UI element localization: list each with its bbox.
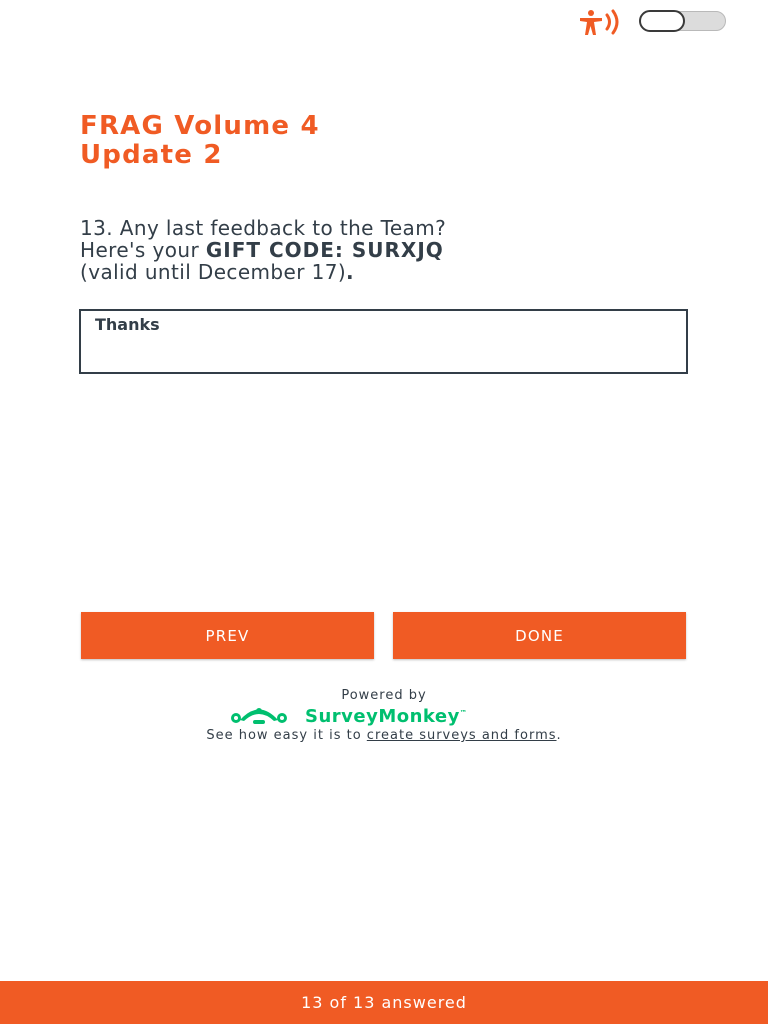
- logo-trademark: ™: [459, 708, 468, 717]
- see-how-text: [0, 728, 768, 743]
- surveymonkey-monkey-icon: [229, 705, 289, 727]
- see-how-suffix: .: [556, 728, 562, 743]
- toggle-knob: [639, 10, 685, 32]
- question-validity: (valid until December 17): [80, 260, 347, 284]
- surveymonkey-logo[interactable]: [229, 703, 467, 729]
- question-text: [80, 217, 700, 283]
- progress-text: 13 of 13 answered: [301, 993, 467, 1012]
- question-body: Any last feedback to the Team?: [119, 216, 447, 240]
- see-how-prefix: See how easy it is to: [206, 728, 362, 743]
- create-surveys-link[interactable]: create surveys and forms: [366, 728, 557, 743]
- accessibility-audio-icon[interactable]: [576, 8, 628, 36]
- survey-title-line1: FRAG Volume 4: [80, 111, 320, 141]
- accessibility-toggle[interactable]: [640, 11, 726, 31]
- question-period: .: [346, 260, 355, 284]
- feedback-textarea[interactable]: [79, 309, 688, 374]
- gift-code: GIFT CODE: SURXJQ: [205, 238, 444, 262]
- progress-footer: [0, 981, 768, 1024]
- survey-title: [80, 112, 640, 170]
- logo-wordmark: SurveyMonkey: [305, 705, 460, 727]
- question-number: 13.: [80, 216, 114, 240]
- powered-by-label: Powered by: [341, 688, 427, 703]
- prev-button[interactable]: PREV: [81, 612, 374, 659]
- surveymonkey-logo-text: [305, 706, 467, 727]
- question-gift-prefix: Here's your: [80, 238, 200, 262]
- survey-title-line2: Update 2: [80, 140, 223, 170]
- done-button[interactable]: DONE: [393, 612, 686, 659]
